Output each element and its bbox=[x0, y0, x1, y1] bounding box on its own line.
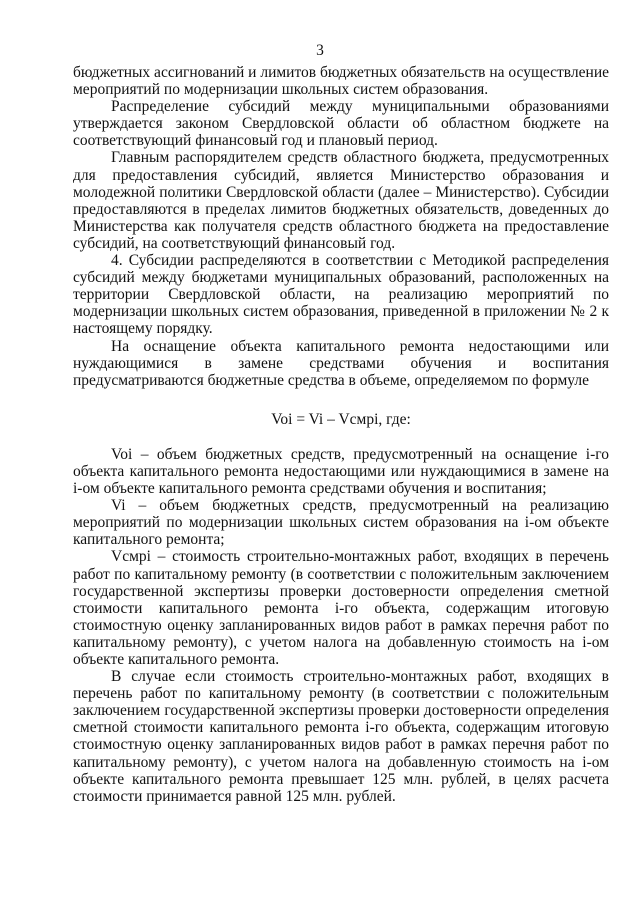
paragraph-item-4: 4. Субсидии распределяются в соответствии с Методикой распределения субсидий между бюджетами муниципальных образований, расположенных на территории Свердловской области, на реализацию мероприятий по модернизации школьных систем образования, приведенной в приложении № 2 к настоящему порядку. bbox=[73, 252, 609, 338]
definition-vsmri: Vcмpi – стоимость строительно-монтажных работ, входящих в перечень работ по капитальному ремонту (в соответствии с положительным заключением государственной экспертизы проверки достоверности определения сметной стоимости капитального ремонта i-го объекта, содержащим итоговую стоимостную оценку запланированных видов работ в рамках перечня работ по капитальному ремонту), с учетом налога на добавленную стоимость на i-ом объекте капитального ремонта. bbox=[73, 548, 609, 668]
page-number: 3 bbox=[316, 42, 324, 59]
document-body bbox=[73, 64, 609, 805]
paragraph-subsidy-distribution: Распределение субсидий между муниципальными образованиями утверждается законом Свердловской области об областном бюджете на соответствующий финансовый год и плановый период. bbox=[73, 98, 609, 150]
definition-voi: Voi – объем бюджетных средств, предусмотренный на оснащение i-го объекта капитального ремонта недостающими или нуждающимися в замене на i-ом объекте капитального ремонта средствами обучения и воспитания; bbox=[73, 445, 609, 498]
formula: Voi = Vi – Vcмpi, где: bbox=[271, 410, 411, 428]
paragraph-continuation: бюджетных ассигнований и лимитов бюджетных обязательств на осуществление мероприятий по модернизации школьных систем образования. bbox=[73, 64, 609, 99]
definition-vi: Vi – объем бюджетных средств, предусмотренный на реализацию мероприятий по модернизации школьных систем образования на i-ом объекте капитального ремонта; bbox=[73, 497, 609, 549]
paragraph-equipment-funding: На оснащение объекта капитального ремонта недостающими или нуждающимися в замене средствами обучения и воспитания предусматриваются бюджетные средства в объеме, определяемом по формуле bbox=[73, 337, 609, 389]
paragraph-chief-administrator: Главным распорядителем средств областного бюджета, предусмотренных для предоставления субсидий, является Министерство образования и молодежной политики Свердловской области (далее – Министерство). Субсидии предоставляются в пределах лимитов бюджетных обязательств, доведенных до Министерства как получателя средств областного бюджета на предоставление субсидий, на соответствующий финансовый год. bbox=[73, 149, 609, 252]
paragraph-cost-cap: В случае если стоимость строительно-монтажных работ, входящих в перечень работ по капитальному ремонту (в соответствии с положительным заключением государственной экспертизы проверки достоверности определения сметной стоимости капитального ремонта i-го объекта, содержащим итоговую стоимостную оценку запланированных видов работ в рамках перечня работ по капитальному ремонту), с учетом налога на добавленную стоимость на i-ом объекте капитального ремонта превышает 125 млн. рублей, в целях расчета стоимости принимается равной 125 млн. рублей. bbox=[73, 668, 609, 805]
